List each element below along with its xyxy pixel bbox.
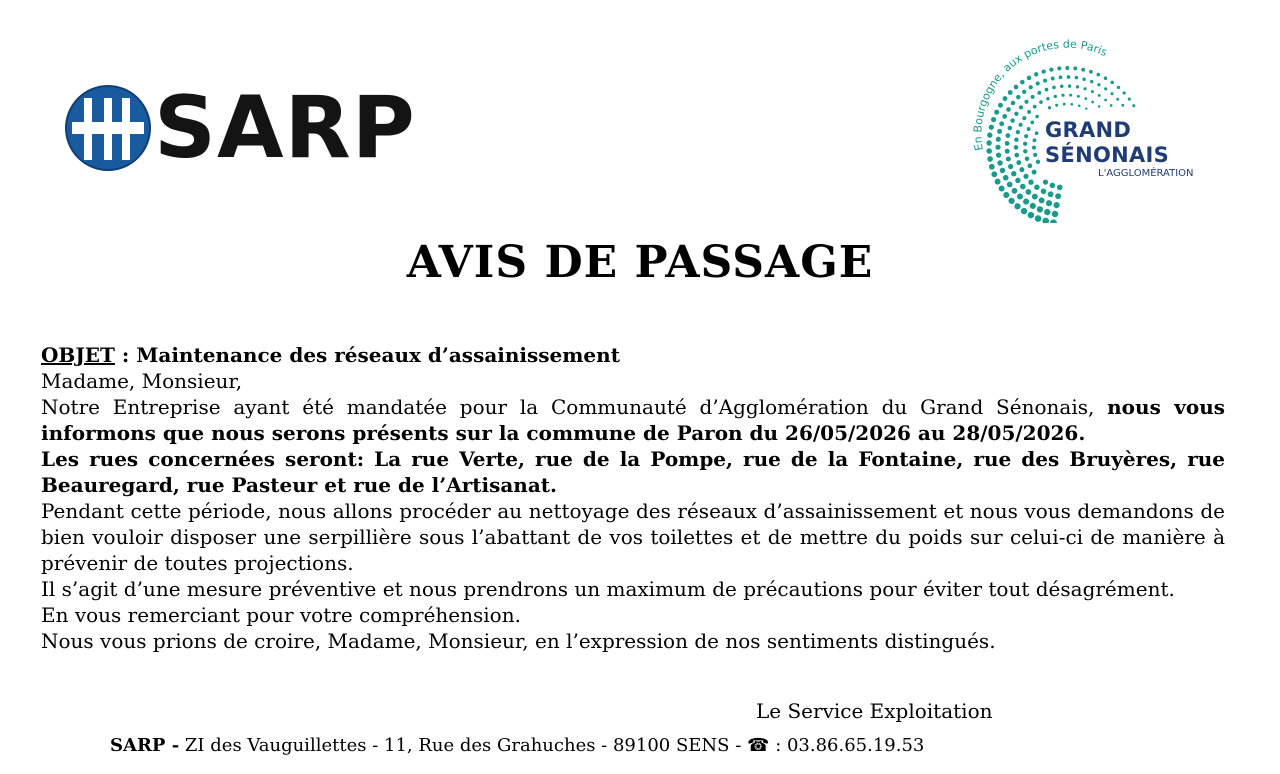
- logo-dot: [1097, 83, 1100, 86]
- logo-dot: [1067, 75, 1071, 79]
- logo-dot: [1117, 86, 1120, 89]
- logo-dot: [986, 148, 992, 154]
- logo-dot: [1029, 85, 1033, 89]
- logo-dot: [991, 117, 996, 122]
- logo-dot: [1054, 202, 1060, 208]
- logo-dot: [1098, 105, 1101, 108]
- logo-dot: [1023, 142, 1027, 146]
- logo-dot: [1052, 86, 1056, 90]
- logo-dot: [1091, 101, 1094, 104]
- logo-dot: [1110, 104, 1113, 107]
- logo-dot: [1039, 100, 1043, 104]
- logo-dot: [1005, 149, 1010, 154]
- logo-dot: [1032, 170, 1037, 175]
- logo-dot: [997, 129, 1002, 134]
- logo-dot: [1031, 95, 1035, 99]
- logo-dot: [1021, 208, 1027, 214]
- logo-dot: [1008, 90, 1013, 95]
- greeting: Madame, Monsieur,: [41, 369, 243, 393]
- logo-dot: [1024, 134, 1028, 138]
- paragraph-streets: Les rues concernées seront: La rue Verte, rue de la Pompe, rue de la Fontaine, rue des Bruyères, rue Beauregard, rue Pasteur et rue de l’Artisanat.: [41, 447, 1225, 497]
- logo-dot: [1030, 121, 1034, 125]
- logo-dot: [1011, 171, 1016, 176]
- logo-dot: [1007, 182, 1013, 188]
- logo-dot: [1082, 77, 1086, 81]
- logo-dot: [997, 160, 1002, 165]
- logo-dot: [1008, 164, 1013, 169]
- logo-dot: [1002, 114, 1007, 119]
- logo-dot: [1023, 174, 1028, 179]
- logo-dot: [1005, 141, 1010, 146]
- logo-dot: [1085, 108, 1087, 110]
- logo-grand: GRAND: [1045, 118, 1132, 142]
- logo-dot: [1060, 84, 1064, 88]
- logo-dot: [1096, 73, 1100, 77]
- logo-dot: [1016, 160, 1021, 165]
- logo-dot: [1070, 103, 1073, 106]
- logo-dot: [1075, 76, 1079, 80]
- footer-address: [110, 734, 924, 758]
- logo-dot: [1016, 130, 1020, 134]
- logo-dot: [1048, 191, 1054, 197]
- logo-dot: [1055, 104, 1058, 107]
- logo-dot: [1123, 91, 1126, 94]
- logo-dot: [1019, 105, 1023, 109]
- logo-dot: [1003, 175, 1009, 181]
- logo-dot: [1026, 189, 1032, 195]
- logo-dot: [1083, 87, 1086, 90]
- logo-dot: [1014, 112, 1018, 116]
- logo-dot: [1128, 98, 1131, 101]
- logo-dot: [1076, 85, 1079, 88]
- logo-dot: [1048, 106, 1051, 109]
- logo-dot: [1065, 66, 1069, 70]
- logo-dot: [1046, 200, 1052, 206]
- logo-dot: [987, 156, 993, 162]
- logo-dot: [1110, 81, 1113, 84]
- logo-dot: [1059, 75, 1063, 79]
- logo-dot: [996, 137, 1001, 142]
- logo-dot: [1023, 149, 1027, 153]
- logo-dot: [1063, 103, 1066, 106]
- logo-dot: [1051, 77, 1055, 81]
- logo-dot: [1023, 199, 1029, 205]
- object-line: OBJET : Maintenance des réseaux d’assainissement: [41, 343, 620, 367]
- logo-dot: [1025, 157, 1030, 162]
- logo-dot: [1043, 179, 1048, 184]
- logo-dot: [1019, 123, 1023, 127]
- footer-company: SARP -: [110, 735, 180, 756]
- logo-dot: [989, 164, 995, 170]
- logo-dot: [1007, 126, 1012, 131]
- logo-dot: [1041, 188, 1047, 194]
- logo-dot: [1014, 145, 1019, 150]
- logo-dot: [1017, 194, 1023, 200]
- logo-dot: [1016, 95, 1020, 99]
- grand-senonais-logo: [955, 38, 1215, 223]
- logo-dot: [1091, 90, 1094, 93]
- logo-dot: [1044, 209, 1050, 215]
- paragraph-mandate: Notre Entreprise ayant été mandatée pour la Communauté d’Agglomération du Grand Sénonais, nous vous informons que nous serons présents sur la commune de Paron du 26/05/2026 au 28/05/2026.: [41, 395, 1225, 445]
- logo-dot: [1030, 203, 1036, 209]
- logo-dot: [1061, 94, 1064, 97]
- logo-dot: [1020, 80, 1025, 85]
- logo-dot: [1034, 184, 1039, 189]
- logo-dot: [989, 125, 994, 130]
- logo-dot: [1011, 101, 1016, 106]
- logo-dot: [1033, 105, 1037, 109]
- logo-dot: [1035, 131, 1039, 135]
- logo-dot: [998, 103, 1003, 108]
- logo-dot: [1054, 95, 1057, 98]
- logo-dot: [1024, 100, 1028, 104]
- paragraph-thanks: En vous remerciant pour votre compréhension.: [41, 603, 521, 627]
- logo-dot: [1000, 168, 1006, 174]
- logo-dot: [1090, 80, 1093, 83]
- logo-dot: [1020, 184, 1026, 190]
- page-title: AVIS DE PASSAGE: [406, 237, 874, 288]
- logo-senonais: SÉNONAIS: [1045, 143, 1170, 167]
- phone-icon: ☎: [747, 735, 770, 756]
- logo-dot: [1008, 198, 1014, 204]
- logo-dot: [999, 121, 1004, 126]
- logo-dot: [1132, 104, 1135, 107]
- letter-body: [41, 342, 1225, 654]
- logo-dot: [1022, 90, 1026, 94]
- logo-dot: [986, 140, 991, 145]
- object-text: Maintenance des réseaux d’assainissement: [136, 343, 620, 367]
- logo-dot: [1068, 84, 1071, 87]
- logo-dot: [1012, 188, 1018, 194]
- logo-dot: [1045, 88, 1049, 92]
- logo-dot: [995, 179, 1001, 185]
- logo-dot: [1022, 116, 1026, 120]
- logo-dot: [1050, 183, 1055, 188]
- logo-dot: [1069, 94, 1072, 97]
- sarp-mark-icon: [62, 82, 154, 174]
- logo-dot: [1014, 203, 1020, 209]
- logo-dot: [1014, 153, 1019, 158]
- logo-dot: [1028, 180, 1033, 185]
- logo-dot: [1042, 69, 1046, 73]
- logo-dot: [1089, 70, 1093, 74]
- logo-dot: [1014, 85, 1019, 90]
- logo-dot: [1104, 87, 1107, 90]
- sarp-logo: [62, 76, 422, 186]
- logo-dot: [1027, 76, 1032, 81]
- logo-dot: [1104, 76, 1108, 80]
- logo-dot: [995, 145, 1000, 150]
- footer-address-text: ZI des Vauguillettes - 11, Rue des Grahuches - 89100 SENS -: [179, 735, 748, 756]
- logo-dot: [1057, 66, 1061, 70]
- logo-dot: [1116, 98, 1119, 101]
- logo-dot: [1003, 96, 1008, 101]
- logo-dot: [1036, 160, 1040, 164]
- logo-dot: [1003, 192, 1009, 198]
- logo-dot: [1032, 194, 1038, 200]
- logo-dot: [1084, 97, 1087, 100]
- logo-arc-text: En Bourgogne, aux portes de Paris: [971, 38, 1110, 152]
- logo-dot: [1006, 107, 1011, 112]
- logo-dot: [1110, 92, 1113, 95]
- logo-dot: [1037, 206, 1043, 212]
- logo-dot: [1036, 81, 1040, 85]
- logo-dot: [1034, 72, 1038, 76]
- signature: Le Service Exploitation: [756, 699, 993, 723]
- logo-dot: [1042, 218, 1049, 223]
- logo-dot: [1121, 104, 1124, 107]
- logo-dot: [1028, 212, 1035, 219]
- paragraph-instructions: Pendant cette période, nous allons procéder au nettoyage des réseaux d’assainissement et nous vous demandons de bien vouloir disposer une serpillière sous l’abattant de vos toilettes et de mettre du poids sur celui-ci de manière à prévenir de toutes projections.: [41, 499, 1225, 575]
- paragraph-precautions: Il s’agit d’une mesure préventive et nous prendrons un maximum de précautions pour éviter tout désagrément.: [41, 577, 1175, 601]
- logo-dot: [1077, 95, 1080, 98]
- logo-dot: [1035, 215, 1042, 222]
- logo-dot: [1055, 193, 1061, 199]
- logo-agglomeration: L'AGGLOMÉRATION: [1098, 168, 1194, 179]
- logo-dot: [996, 152, 1001, 157]
- logo-dot: [991, 171, 997, 177]
- logo-dot: [1032, 146, 1036, 150]
- logo-dot: [1037, 91, 1041, 95]
- logo-dot: [1015, 178, 1020, 183]
- logo-dot: [1050, 219, 1057, 223]
- logo-dot: [1027, 127, 1031, 131]
- logo-dot: [1014, 137, 1018, 141]
- logo-dot: [987, 132, 992, 137]
- logo-dot: [994, 110, 999, 115]
- logo-dot: [1039, 197, 1045, 203]
- logo-dot: [1046, 97, 1049, 100]
- logo-dot: [1078, 105, 1081, 108]
- logo-dot: [1057, 185, 1063, 191]
- footer-phone: : 03.86.65.19.53: [769, 735, 925, 756]
- logo-dot: [1019, 167, 1024, 172]
- object-label: OBJET: [41, 343, 115, 367]
- logo-dot: [1052, 211, 1059, 218]
- paragraph-closing: Nous vous prions de croire, Madame, Monsieur, en l’expression de nos sentiments distingués.: [41, 629, 996, 653]
- logo-dot: [1049, 67, 1053, 71]
- logo-dot: [1073, 66, 1077, 70]
- logo-dot: [1027, 110, 1031, 114]
- logo-dot: [1010, 118, 1014, 122]
- logo-dot: [1006, 156, 1011, 161]
- logo-dot: [1098, 94, 1101, 97]
- logo-dot: [1081, 68, 1085, 72]
- sarp-logo-text: SARP: [154, 78, 416, 178]
- logo-dot: [999, 185, 1005, 191]
- logo-dot: [1104, 99, 1107, 102]
- logo-dot: [1028, 163, 1033, 168]
- logo-dot: [1043, 79, 1047, 83]
- logo-dot: [1006, 133, 1011, 138]
- logo-dot: [1035, 115, 1039, 119]
- logo-dot: [1033, 138, 1037, 142]
- logo-dot: [1033, 153, 1037, 157]
